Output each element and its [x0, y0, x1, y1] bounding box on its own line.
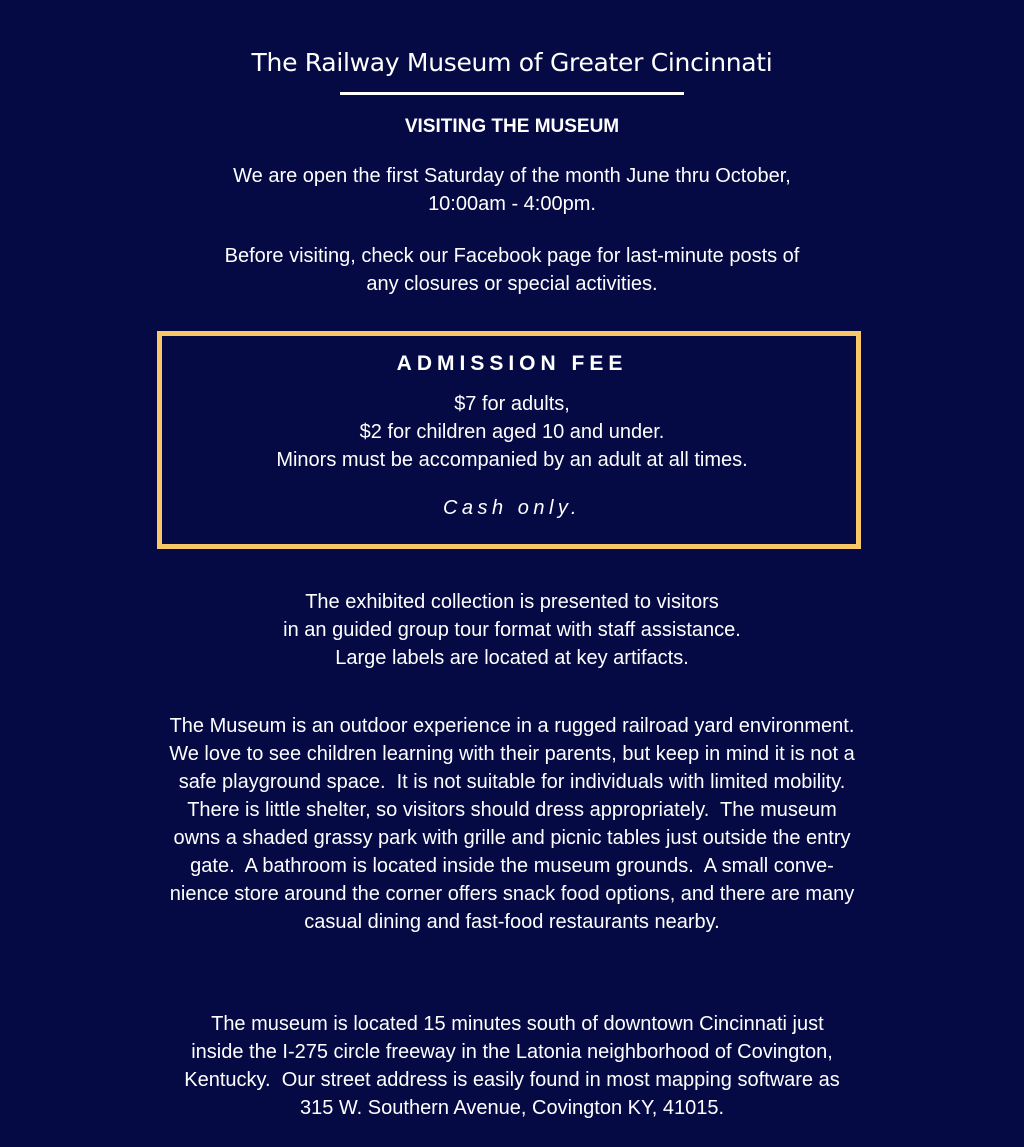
text-line: We are open the first Saturday of the month June thru October,: [233, 165, 791, 187]
text-line: There is little shelter, so visitors should dress appropriately. The museum: [187, 799, 837, 821]
text-line: owns a shaded grassy park with grille and picnic tables just outside the entry: [173, 827, 851, 849]
text-line: The exhibited collection is presented to visitors: [305, 591, 719, 613]
text-line: $7 for adults,: [454, 393, 570, 415]
location-paragraph: [0, 1010, 1024, 1122]
text-line: casual dining and fast-food restaurants nearby.: [304, 911, 720, 933]
text-line: gate. A bathroom is located inside the museum grounds. A small conve-: [190, 855, 834, 877]
text-line: 10:00am - 4:00pm.: [428, 193, 596, 215]
cash-only-note: Cash only.: [442, 497, 581, 519]
text-line: Minors must be accompanied by an adult at all times.: [276, 449, 748, 471]
street-address: 315 W. Southern Avenue, Covington KY, 41015.: [299, 1097, 725, 1119]
text-line: Kentucky. Our street address is easily found in most mapping software as: [184, 1069, 840, 1091]
title-divider: [340, 92, 684, 95]
outdoor-experience-paragraph: [0, 712, 1024, 936]
facebook-notice-paragraph: [0, 242, 1024, 298]
section-heading: VISITING THE MUSEUM: [404, 116, 620, 137]
admission-fee-details: [0, 390, 1024, 474]
text-line: Large labels are located at key artifacts.: [335, 647, 689, 669]
guided-tour-paragraph: [0, 588, 1024, 672]
text-line: in an guided group tour format with staff assistance.: [283, 619, 741, 641]
opening-hours-paragraph: [0, 162, 1024, 218]
page-title: The Railway Museum of Greater Cincinnati: [251, 48, 773, 77]
text-line: nience store around the corner offers snack food options, and there are many: [169, 883, 855, 905]
text-line: any closures or special activities.: [366, 273, 658, 295]
text-line: safe playground space. It is not suitable for individuals with limited mobility.: [178, 771, 846, 793]
text-line: The Museum is an outdoor experience in a rugged railroad yard environment.: [169, 715, 855, 737]
text-line: The museum is located 15 minutes south of downtown Cincinnati just: [200, 1013, 824, 1035]
text-line: Before visiting, check our Facebook page for last-minute posts of: [224, 245, 800, 267]
admission-fee-heading: ADMISSION FEE: [396, 352, 628, 375]
text-line: $2 for children aged 10 and under.: [359, 421, 665, 443]
text-line: inside the I-275 circle freeway in the Latonia neighborhood of Covington,: [191, 1041, 833, 1063]
text-line: We love to see children learning with their parents, but keep in mind it is not a: [169, 743, 855, 765]
